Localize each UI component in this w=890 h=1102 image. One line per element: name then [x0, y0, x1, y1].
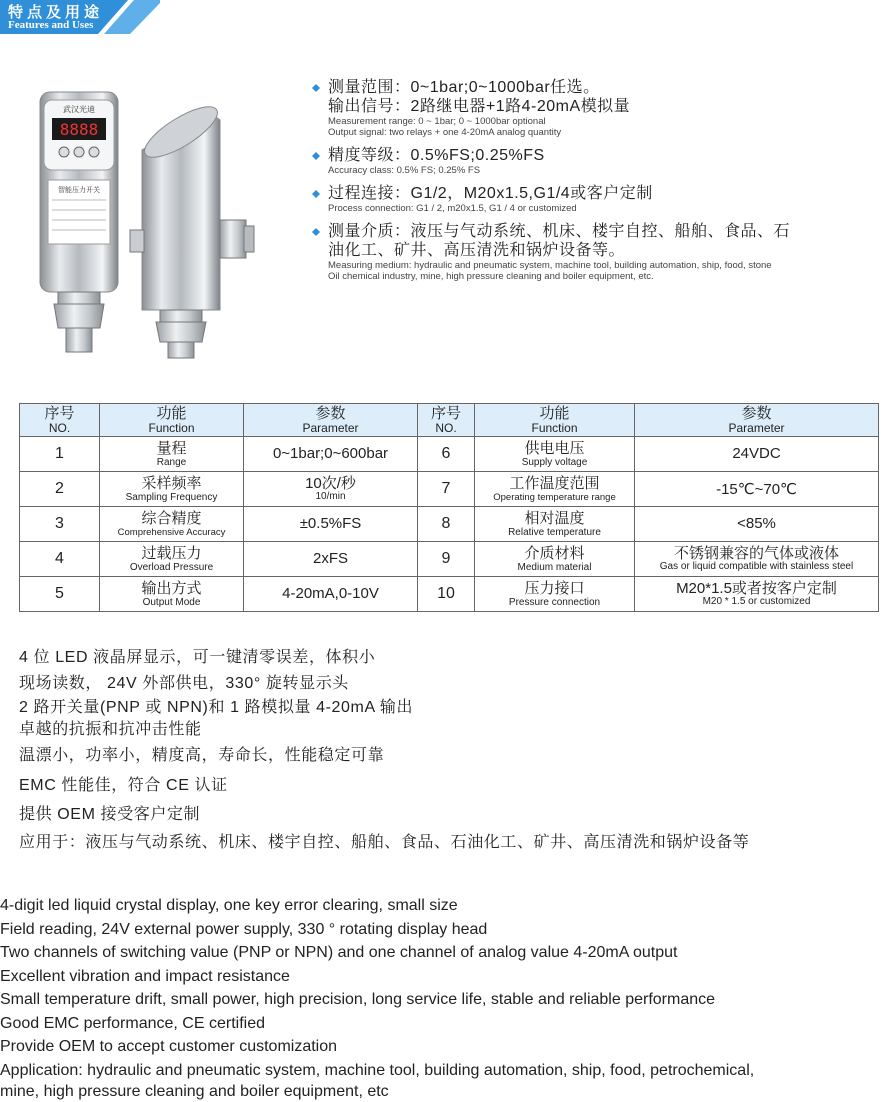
table-header-cell: 功能 Function	[100, 404, 244, 437]
parameter-cell: 0~1bar;0~600bar	[244, 437, 418, 472]
feature-cn-line: 应用于：液压与气动系统、机床、楼宇自控、船舶、食品、石油化工、矿井、高压清洗和锅炉设备等	[19, 834, 750, 851]
table-header-cell: 参数 Parameter	[635, 404, 879, 437]
svg-text:8888: 8888	[59, 120, 99, 139]
feature-cn-line: 2 路开关量(PNP 或 NPN)和 1 路模拟量 4-20mA 输出	[19, 699, 414, 716]
row-number: 10	[418, 577, 475, 612]
spec-en-line: Measuring medium: hydraulic and pneumatic system, machine tool, building automation, ship, food, stone	[328, 260, 772, 271]
function-cell: 量程 Range	[100, 437, 244, 472]
table-row	[20, 542, 879, 577]
parameter-cell: 4-20mA,0-10V	[244, 577, 418, 612]
header-title-en: Features and Uses	[8, 19, 94, 31]
feature-cn-line: 温漂小，功率小，精度高，寿命长，性能稳定可靠	[19, 747, 385, 764]
spec-en-line: Output signal: two relays + one 4-20mA analog quantity	[328, 127, 562, 138]
table-row	[20, 507, 879, 542]
spec-cn-line: 精度等级：0.5%FS;0.25%FS	[328, 147, 545, 164]
spec-item-connection	[312, 184, 887, 214]
feature-en-line: Good EMC performance, CE certified	[0, 1014, 265, 1032]
parameter-cell: <85%	[635, 507, 879, 542]
diamond-bullet-icon	[312, 84, 320, 88]
spec-en-line: Measurement range: 0 ~ 1bar; 0 ~ 1000bar optional	[328, 116, 546, 127]
table-header-cell: 参数 Parameter	[244, 404, 418, 437]
parameter-cell: ±0.5%FS	[244, 507, 418, 542]
table-row	[20, 577, 879, 612]
diamond-bullet-icon	[312, 190, 320, 194]
feature-cn-line: 现场读数， 24V 外部供电，330° 旋转显示头	[19, 675, 349, 692]
feature-en-line: Two channels of switching value (PNP or NPN) and one channel of analog value 4-20mA output	[0, 944, 678, 961]
spec-cn-line: 测量介质：液压与气动系统、机床、楼宇自控、船舶、食品、石	[328, 223, 791, 240]
pressure-switch-illustration	[30, 80, 290, 360]
diamond-bullet-icon	[312, 228, 320, 232]
row-number: 2	[20, 472, 100, 507]
function-cell: 工作温度范围 Operating temperature range	[475, 472, 635, 507]
row-number: 5	[20, 577, 100, 612]
spec-item-accuracy	[312, 146, 887, 176]
function-cell: 输出方式 Output Mode	[100, 577, 244, 612]
row-number: 3	[20, 507, 100, 542]
feature-en-line: mine, high pressure cleaning and boiler equipment, etc	[0, 1083, 389, 1100]
features-en	[0, 894, 890, 1102]
spec-item-medium	[312, 222, 887, 282]
feature-en-line: 4-digit led liquid crystal display, one key error clearing, small size	[0, 897, 458, 914]
spec-cn-line: 过程连接：G1/2，M20x1.5,G1/4或客户定制	[328, 185, 653, 202]
product-photos	[30, 80, 290, 360]
row-number: 6	[418, 437, 475, 472]
spec-cn-line: 测量范围：0~1bar;0~1000bar任选。	[328, 79, 600, 96]
function-cell: 采样频率 Sampling Frequency	[100, 472, 244, 507]
feature-cn-line: 提供 OEM 接受客户定制	[19, 806, 201, 823]
table-header-row	[20, 404, 879, 437]
function-cell: 综合精度 Comprehensive Accuracy	[100, 507, 244, 542]
spec-en-line: Process connection: G1 / 2, m20x1.5, G1 / 4 or customized	[328, 203, 577, 214]
row-number: 9	[418, 542, 475, 577]
row-number: 8	[418, 507, 475, 542]
function-cell: 介质材料 Medium material	[475, 542, 635, 577]
parameter-cell: M20*1.5或者按客户定制 M20 * 1.5 or customized	[635, 577, 879, 612]
label-title: 智能压力开关	[58, 186, 100, 194]
feature-cn-line: EMC 性能佳，符合 CE 认证	[19, 777, 228, 794]
table-header-cell: 序号 NO.	[20, 404, 100, 437]
table-header-cell: 序号 NO.	[418, 404, 475, 437]
feature-cn-line: 卓越的抗振和抗冲击性能	[19, 721, 202, 738]
section-header	[0, 0, 160, 34]
feature-en-line: Small temperature drift, small power, high precision, long service life, stable and reliable performance	[0, 991, 716, 1008]
feature-en-line: Excellent vibration and impact resistance	[0, 967, 290, 985]
spec-en-line: Accuracy class: 0.5% FS; 0.25% FS	[328, 165, 481, 176]
function-cell: 相对温度 Relative temperature	[475, 507, 635, 542]
parameter-cell: 24VDC	[635, 437, 879, 472]
parameter-table	[19, 403, 879, 612]
function-cell: 过载压力 Overload Pressure	[100, 542, 244, 577]
brand-text: 武汉光迪	[63, 105, 95, 114]
spec-cn-line: 输出信号：2路继电器+1路4-20mA模拟量	[328, 98, 631, 115]
features-cn	[19, 645, 879, 857]
table-row	[20, 472, 879, 507]
feature-cn-line: 4 位 LED 液晶屏显示，可一键清零误差，体积小	[19, 649, 376, 666]
spec-item-measurement	[312, 78, 887, 138]
row-number: 4	[20, 542, 100, 577]
table-row	[20, 437, 879, 472]
parameter-cell: 不锈钢兼容的气体或液体 Gas or liquid compatible with stainless steel	[635, 542, 879, 577]
row-number: 1	[20, 437, 100, 472]
spec-cn-line: 油化工、矿井、高压清洗和锅炉设备等。	[328, 242, 626, 259]
parameter-cell: -15℃~70℃	[635, 472, 879, 507]
spec-list	[312, 78, 887, 290]
spec-en-line: Oil chemical industry, mine, high pressure cleaning and boiler equipment, etc.	[328, 271, 654, 282]
diamond-bullet-icon	[312, 152, 320, 156]
parameter-cell: 10次/秒 10/min	[244, 472, 418, 507]
function-cell: 压力接口 Pressure connection	[475, 577, 635, 612]
parameter-cell: 2xFS	[244, 542, 418, 577]
feature-en-line: Provide OEM to accept customer customization	[0, 1038, 338, 1055]
row-number: 7	[418, 472, 475, 507]
table-header-cell: 功能 Function	[475, 404, 635, 437]
feature-en-line: Application: hydraulic and pneumatic system, machine tool, building automation, ship, food, petrochemical,	[0, 1061, 755, 1079]
function-cell: 供电电压 Supply voltage	[475, 437, 635, 472]
header-title-cn: 特点及用途	[8, 4, 104, 21]
feature-en-line: Field reading, 24V external power supply, 330 ° rotating display head	[0, 920, 488, 938]
